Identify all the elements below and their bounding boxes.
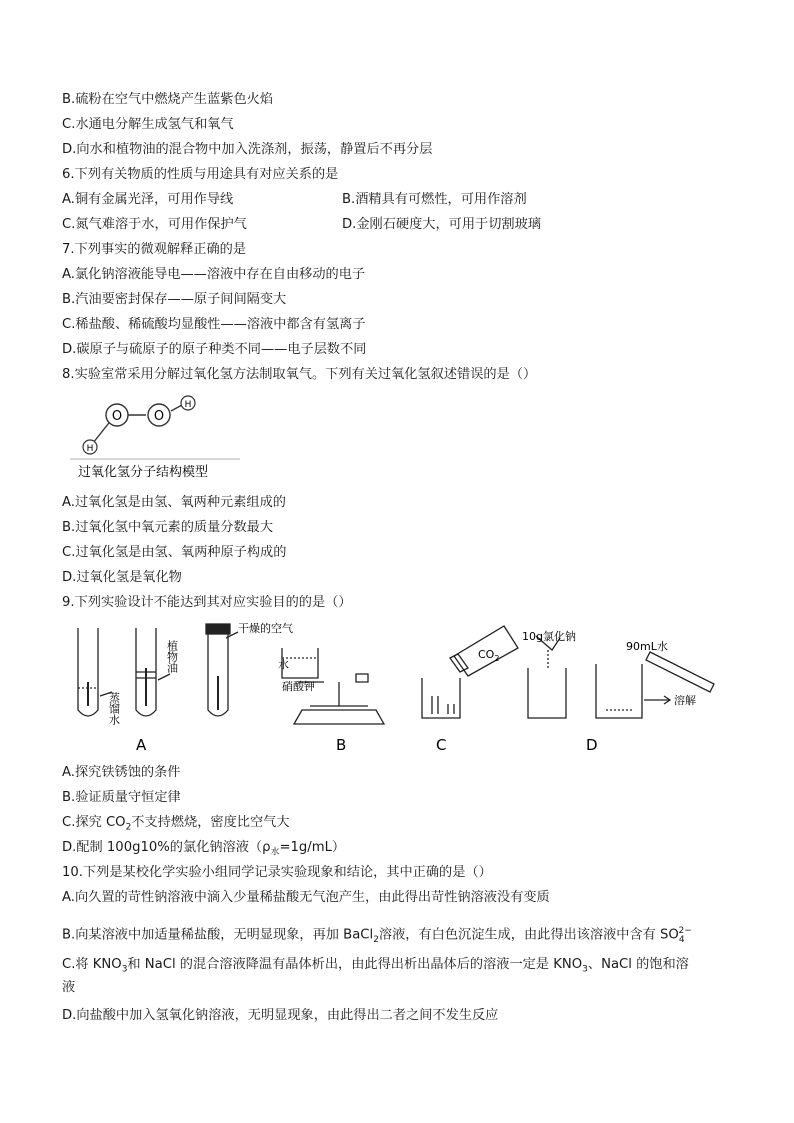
beaker-d1 — [528, 668, 566, 718]
q6-option-b: B.酒精具有可燃性，可用作溶剂 — [342, 192, 527, 207]
q9-option-a: A.探究铁锈蚀的条件 — [62, 765, 181, 780]
figure-label-b: B — [336, 736, 347, 754]
figure-label-a: A — [136, 736, 147, 754]
q10-option-c-continuation: 液 — [62, 980, 76, 995]
q6-option-c: C.氮气难溶于水，可用作保护气 — [62, 217, 247, 232]
q10-stem: 10.下列是某校化学实验小组同学记录实验现象和结论，其中正确的是（） — [62, 865, 492, 880]
label-potassium-nitrate: 硝酸钾 — [282, 680, 315, 693]
q7-stem: 7.下列事实的微观解释正确的是 — [62, 242, 247, 257]
measuring-cylinder — [646, 652, 714, 692]
q10-option-d: D.向盐酸中加入氢氧化钠溶液，无明显现象，由此得出二者之间不发生反应 — [62, 1008, 499, 1023]
figure-label-d: D — [586, 736, 598, 754]
figure-label-c: C — [436, 736, 447, 754]
label-water-d: 90mL水 — [626, 640, 668, 653]
label-dissolve: 溶解 — [674, 694, 696, 707]
q5-option-b: B.硫粉在空气中燃烧产生蓝紫色火焰 — [62, 92, 274, 107]
model-caption: 过氧化氢分子结构模型 — [78, 465, 209, 480]
label-sodium-chloride: 10g氯化钠 — [522, 630, 576, 643]
q7-option-d: D.碳原子与硫原子的原子种类不同——电子层数不同 — [62, 342, 367, 357]
q10-option-c: C.将 $KNO_3$和 NaCl 的混合溶液降温有晶体析出，由此得出析出晶体后的溶液一定是 $KNO_3$、NaCl 的饱和溶 — [62, 957, 689, 975]
oxygen-label-2: O — [153, 409, 165, 424]
q9-option-b: B.验证质量守恒定律 — [62, 790, 181, 805]
q7-option-a: A.氯化钠溶液能导电——溶液中存在自由移动的电子 — [62, 267, 366, 282]
q10-option-a: A.向久置的苛性钠溶液中滴入少量稀盐酸无气泡产生，由此得出苛性钠溶液没有变质 — [62, 890, 550, 905]
q7-option-b: B.汽油要密封保存——原子间间隔变大 — [62, 292, 287, 307]
q8-option-b: B.过氧化氢中氧元素的质量分数最大 — [62, 520, 274, 535]
q5-option-d: D.向水和植物油的混合物中加入洗涤剂，振荡，静置后不再分层 — [62, 142, 433, 157]
q6-option-d: D.金刚石硬度大，可用于切割玻璃 — [342, 217, 541, 232]
label-dry-air: 干燥的空气 — [238, 622, 293, 635]
label-water-b: 水 — [278, 658, 289, 671]
q8-option-a: A.过氧化氢是由氢、氧两种元素组成的 — [62, 495, 286, 510]
label-distilled-water: 蒸馏水 — [107, 692, 121, 725]
q6-option-a: A.铜有金属光泽，可用作导线 — [62, 192, 234, 207]
q5-option-c: C.水通电分解生成氢气和氧气 — [62, 117, 234, 132]
q8-option-c: C.过氧化氢是由氢、氧两种原子构成的 — [62, 545, 287, 560]
q9-option-d: D.配制 100g10%的氯化钠溶液$(\rho_水=1g/mL)$ — [62, 840, 346, 858]
hydrogen-label-1: H — [184, 400, 192, 410]
q10-option-b: B.向某溶液中加适量稀盐酸，无明显现象，再加 BaCl$_2$溶液，有白色沉淀生成，由此得出该溶液中含有 $SO_4^{2-}$ — [62, 926, 692, 946]
label-co2: $CO_2$ — [478, 648, 500, 663]
hydrogen-peroxide-model-figure — [70, 393, 240, 483]
q7-option-c: C.稀盐酸、稀硫酸均显酸性——溶液中都含有氢离子 — [62, 317, 366, 332]
q9-option-c: C.探究 $CO_2$不支持燃烧，密度比空气大 — [62, 815, 290, 833]
q9-experiment-figure — [66, 618, 730, 756]
hydrogen-label-2: H — [86, 444, 94, 454]
q6-stem: 6.下列有关物质的性质与用途具有对应关系的是 — [62, 167, 339, 182]
q8-stem: 8.实验室常采用分解过氧化氢方法制取氧气。下列有关过氧化氢叙述错误的是（） — [62, 367, 537, 382]
q8-option-d: D.过氧化氢是氧化物 — [62, 570, 182, 585]
balance-base — [294, 710, 384, 724]
oxygen-label-1: O — [111, 409, 123, 424]
label-plant-oil: 植物油 — [165, 640, 179, 673]
q9-stem: 9.下列实验设计不能达到其对应实验目的的是（） — [62, 595, 352, 610]
